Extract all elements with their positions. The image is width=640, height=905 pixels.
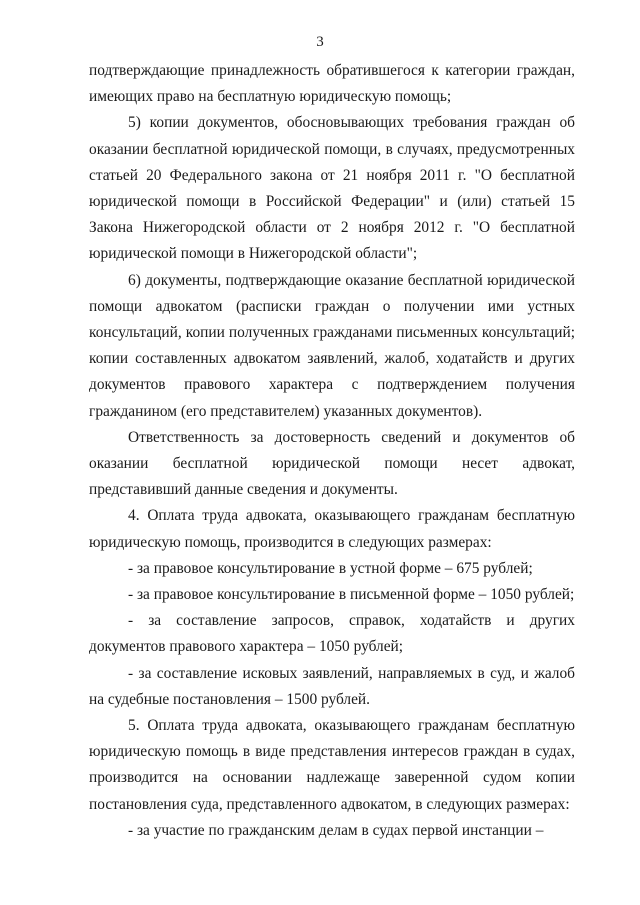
list-item-claims: - за составление исковых заявлений, направляемых в суд, и жалоб на судебные постановления – 1500 рублей.	[89, 664, 575, 708]
document-body	[89, 58, 575, 844]
list-item-written-consultation: - за правовое консультирование в письменной форме – 1050 рублей;	[128, 586, 575, 604]
list-item-oral-consultation: - за правовое консультирование в устной форме – 675 рублей;	[128, 559, 533, 577]
list-item-documents: - за составление запросов, справок, ходатайств и других документов правового характера – 1050 рублей;	[89, 612, 575, 656]
page-number: 3	[316, 34, 324, 50]
paragraph-item-5: 5) копии документов, обосновывающих требования граждан об оказании бесплатной юридической помощи, в случаях, предусмотренных статьей 20 Федерального закона от 21 ноября 2011 г. "О бесплатной юридической помощи в Российской Федерации" и (или) статьей 15 Закона Нижегородской области от 2 ноября 2012 г. "О бесплатной юридической помощи в Нижегородской области";	[89, 114, 575, 263]
list-item-civil-cases: - за участие по гражданским делам в судах первой инстанции –	[128, 821, 544, 839]
paragraph-section-5: 5. Оплата труда адвоката, оказывающего гражданам бесплатную юридическую помощь в виде представления интересов граждан в судах, производится на основании надлежаще заверенной судом копии постановления суда, представленного адвокатом, в следующих размерах:	[89, 717, 575, 813]
paragraph-responsibility: Ответственность за достоверность сведений и документов об оказании бесплатной юридической помощи несет адвокат, представивший данные сведения и документы.	[89, 428, 575, 499]
paragraph-continuation: подтверждающие принадлежность обратившегося к категории граждан, имеющих право на бесплатную юридическую помощь;	[89, 62, 575, 106]
paragraph-item-6: 6) документы, подтверждающие оказание бесплатной юридической помощи адвокатом (расписки граждан о получении ими устных консультаций, копии полученных гражданами письменных консультаций; копии составленных адвокатом заявлений, жалоб, ходатайств и других документов правового характера с подтверждением получения гражданином (его представителем) указанных документов).	[89, 271, 575, 420]
paragraph-section-4: 4. Оплата труда адвоката, оказывающего гражданам бесплатную юридическую помощь, производится в следующих размерах:	[89, 507, 575, 551]
